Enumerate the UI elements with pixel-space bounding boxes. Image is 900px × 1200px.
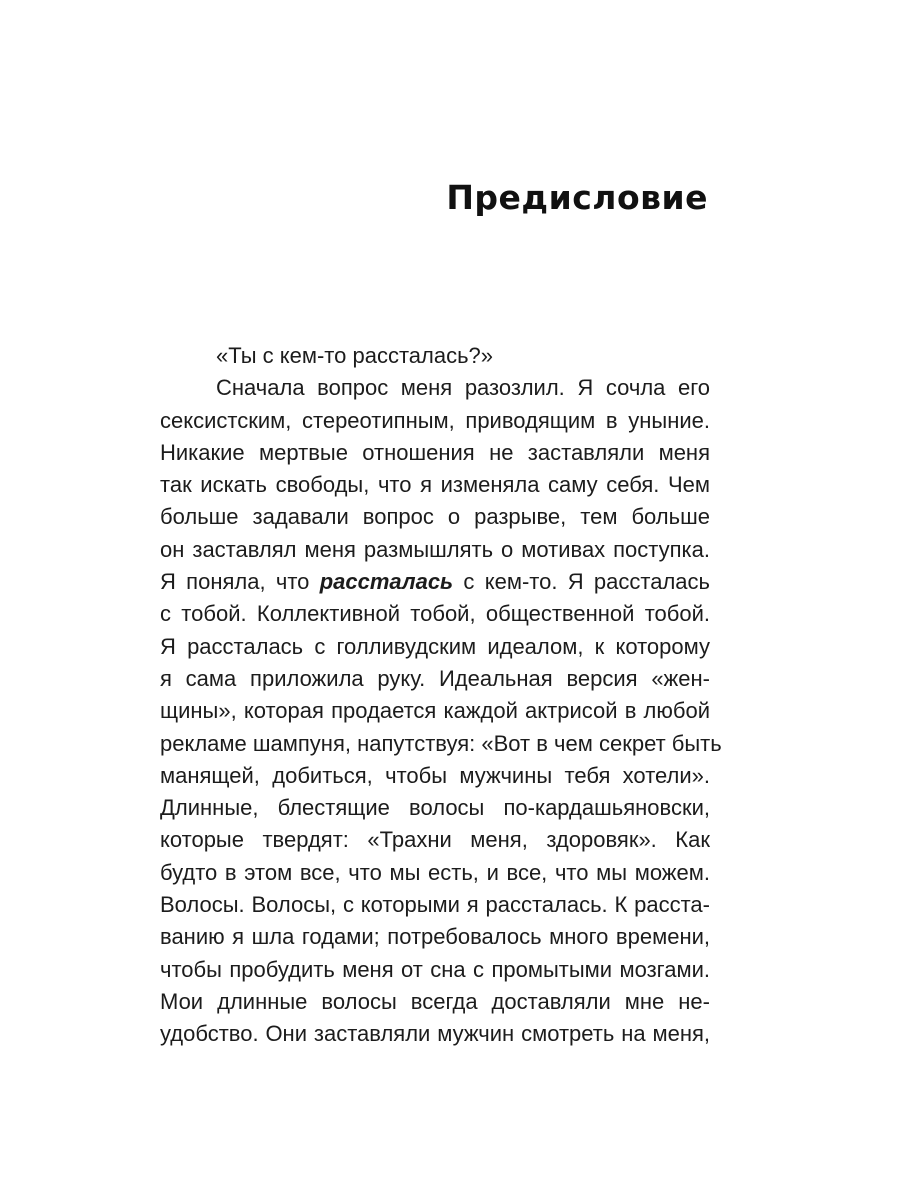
text-segment: Я поняла, что bbox=[160, 569, 320, 595]
text-line: Я рассталась с голливудским идеалом, к которому bbox=[160, 633, 710, 659]
text-line: удобство. Они заставляли мужчин смотреть на меня, bbox=[160, 1021, 710, 1047]
body-text bbox=[160, 340, 722, 1051]
text-line: Мои длинные волосы всегда доставляли мне не- bbox=[160, 988, 710, 1014]
text-line: Волосы. Волосы, с которыми я рассталась. К расста- bbox=[160, 892, 710, 918]
text-line: рекламе шампуня, напутствуя: «Вот в чем секрет быть bbox=[160, 730, 722, 756]
emphasized-word: рассталась bbox=[319, 569, 454, 595]
text-line: так искать свободы, что я изменяла саму себя. Чем bbox=[160, 472, 710, 498]
text-line: ванию я шла годами; потребовалось много времени, bbox=[160, 924, 710, 950]
chapter-title: Предисловие bbox=[446, 178, 708, 217]
text-line: сексистским, стереотипным, приводящим в уныние. bbox=[160, 407, 710, 433]
text-line: будто в этом все, что мы есть, и все, что мы можем. bbox=[160, 859, 710, 885]
text-line: чтобы пробудить меня от сна с промытыми мозгами. bbox=[160, 956, 710, 982]
text-segment: с кем-то. Я рассталась bbox=[453, 569, 710, 595]
text-line: щины», которая продается каждой актрисой в любой bbox=[160, 698, 710, 724]
text-line: я сама приложила руку. Идеальная версия «жен- bbox=[160, 665, 710, 691]
text-line: «Ты с кем-то рассталась?» bbox=[216, 343, 494, 368]
text-line: Никакие мертвые отношения не заставляли меня bbox=[160, 439, 710, 465]
text-line: которые твердят: «Трахни меня, здоровяк». Как bbox=[160, 827, 710, 853]
text-line: Сначала вопрос меня разозлил. Я сочла его bbox=[216, 375, 710, 401]
text-line: манящей, добиться, чтобы мужчины тебя хотели». bbox=[160, 762, 710, 788]
text-line: больше задавали вопрос о разрыве, тем больше bbox=[160, 504, 710, 530]
text-line: с тобой. Коллективной тобой, общественной тобой. bbox=[160, 601, 710, 627]
text-line-emphasis bbox=[160, 566, 710, 598]
text-line: он заставлял меня размышлять о мотивах поступка. bbox=[160, 536, 710, 562]
text-line: Длинные, блестящие волосы по-кардашьяновски, bbox=[160, 795, 710, 821]
